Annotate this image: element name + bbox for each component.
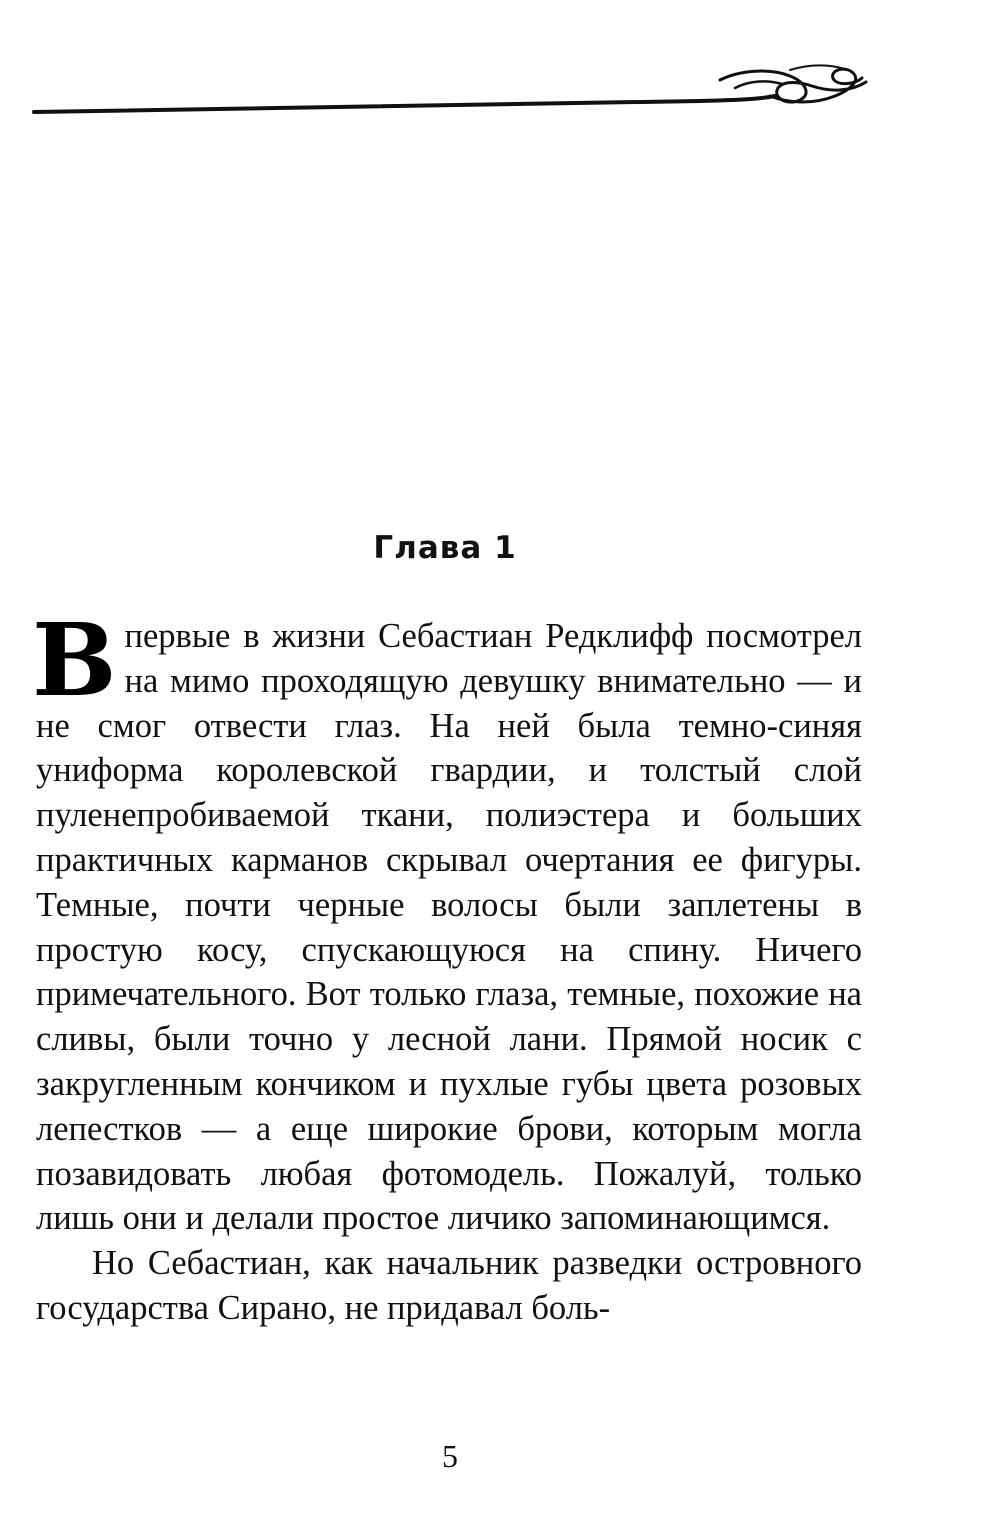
paragraph-2: Но Себастиан, как начальник разведки островного государства Сирано, не придавал боль- — [36, 1244, 862, 1327]
page-number: 5 — [442, 1438, 458, 1474]
paragraph-1 — [32, 601, 862, 1241]
body-text — [32, 601, 862, 1331]
paragraph-1-text: первые в жизни Себастиан Редклифф посмотрел на мимо проходящую девушку внимательно — и не смог отвести глаз. На ней была темно-синяя униформа королевской гвардии, и толстый слой пуленепробиваемой ткани, полиэстера и больших практичных карманов скрывал очертания ее фигуры. Темные, почти черные волосы были заплетены в простую косу, спускающуюся на спину. Ничего примечательного. Вот только глаза, темные, похожие на сливы, были точно у лесной лани. Прямой носик с закругленным кончиком и пухлые губы цвета розовых лепестков — а еще широкие брови, которым могла позавидовать любая фотомодель. Пожалуй, только лишь они и делали простое личико запоминающимся. — [36, 617, 862, 1238]
decorative-flourish-icon — [0, 0, 1000, 140]
drop-cap: В — [32, 601, 117, 719]
chapter-title: Глава 1 — [373, 530, 517, 566]
